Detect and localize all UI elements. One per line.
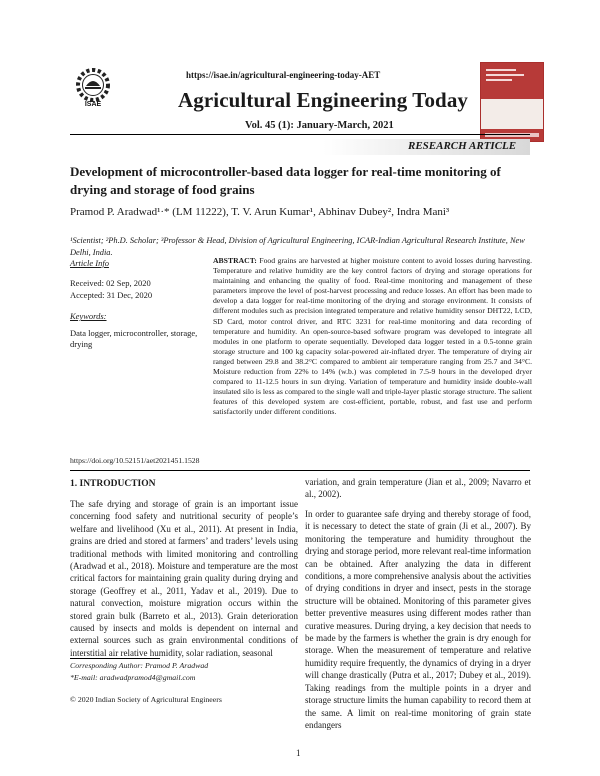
- accepted-date: Accepted: 31 Dec, 2020: [70, 290, 153, 300]
- header-divider: [70, 134, 530, 135]
- article-info-heading: Article Info: [70, 258, 109, 268]
- corresponding-author: Corresponding Author: Pramod P. Aradwad: [70, 661, 209, 670]
- keywords: Data logger, microcontroller, storage, drying: [70, 328, 198, 349]
- journal-cover-image: [480, 62, 544, 142]
- corresponding-email[interactable]: *E-mail: aradwadpramod4@gmail.com: [70, 673, 196, 682]
- issue-info: Vol. 45 (1): January-March, 2021: [245, 120, 394, 131]
- section-heading-introduction: 1. INTRODUCTION: [70, 479, 156, 489]
- abstract: [213, 256, 532, 418]
- page-number: 1: [296, 748, 301, 758]
- received-date: Received: 02 Sep, 2020: [70, 278, 151, 288]
- footnote-divider: [70, 658, 160, 659]
- logo-label: ISAE: [84, 101, 102, 108]
- intro-right-column: In order to guarantee safe drying and thereby storage of food, it is necessary to detect the state of grain (Ji et al., 2007). By monitoring the temperature and humidity throughout the drying and storage period, more relevant real-time information can be obtained. After analyzing the data in different conditions, a more comprehensive analysis about the activities of drying conditions in dryer and insect, pests in the storage structure will be obtained. Monitoring of this parameter gives better preventive measures using different modes rather than curative measures. During drying, a key decision that needs to be made by the farmers is whether the grain is dry enough for storage. When the measurement of temperature and relative humidity require frequently, the dynamics of drying in a dryer will change drastically (Putra et al., 2017; Dubey et al., 2019). Taking readings from the multiple points in a dryer and storage structure limits the human capability to record them at the same. A limit on real-time monitoring of grain state endangers: [305, 509, 531, 730]
- copyright: © 2020 Indian Society of Agricultural Engineers: [70, 695, 222, 704]
- paper-title: Development of microcontroller-based data logger for real-time monitoring of drying and storage of food grains: [70, 164, 501, 197]
- intro-right-column-continuation: variation, and grain temperature (Jian et al., 2009; Navarro et al., 2002).: [305, 477, 531, 500]
- abstract-divider: [70, 470, 530, 471]
- intro-left-column: The safe drying and storage of grain is an important issue concerning food safety and nutritional security of people’s welfare and livelihood (Xu et al., 2011). At present in India, grains are dried and stored at farmers’ and traders’ levels using traditional methods with limited monitoring and controlling (Aradwad et al., 2018). Moisture and temperature are the most critical factors for maintaining grain quality during drying and storage (Geoffrey et al., 2011, Yadav et al., 2019). Due to natural convection, moisture migration occurs within the stored grain bulk (Barreto et al., 2013). Grain deterioration caused by insects and molds is dependent on internal and external sources such as grain environmental conditions of interstitial air relative humidity, solar radiation, seasonal: [70, 499, 298, 658]
- isae-logo: [70, 62, 116, 108]
- article-type: RESEARCH ARTICLE: [408, 140, 517, 152]
- affiliations: ¹Scientist; ²Ph.D. Scholar; ³Professor & Head, Division of Agricultural Engineering, ICAR-Indian Agricultural Research Institute, New Delhi, India.: [70, 236, 525, 257]
- keywords-heading: Keywords:: [70, 311, 107, 321]
- author-list: Pramod P. Aradwad¹·* (LM 11222), T. V. Arun Kumar¹, Abhinav Dubey², Indra Mani³: [70, 206, 450, 218]
- abstract-label: ABSTRACT:: [213, 256, 257, 265]
- doi-link[interactable]: https://doi.org/10.52151/aet2021451.1528: [70, 456, 200, 465]
- journal-title: Agricultural Engineering Today: [178, 88, 469, 112]
- journal-url[interactable]: https://isae.in/agricultural-engineering-today-AET: [186, 70, 381, 80]
- abstract-text: Food grains are harvested at higher moisture content to avoid losses during harvesting. Temperature and relative humidity are the key control factors of drying and storage operations for maintaining and enhancing the quality of food. Real-time monitoring and management of these parameters improve the level of post-harvest processing and reduce losses. An effort has been made to develop a data logger for real-time monitoring of the drying and storage environment. It consists of different modules such as precision integrated temperature and relative humidity sensor DHT22, LCD, SD Card, motor control driver, and RTC 3231 for real-time monitoring and data recording of temperature and humidity. An open-source-based software program was developed to integrate all modules in one platform to operate sequentially. Developed data logger tested in a 0.5-tonne grain storage structure and 100 kg capacity solar-powered air-inflated dryer. The temperature of drying air ranged between 29.8 and 38.2°C compared to ambient air temperature ranging from 25.7 and 34°C. Moisture reduction from 22% to 14% (w.b.) was completed in 7.5-9 hours in the developed dryer compared to 11-12.5 hours in sun drying. Variation of temperature and humidity inside double-wall insulated silo is less as compared to the single wall and triple-layer plastic storage structure. The salient features of this developed system are cost-efficient, portable, robust, and fast use and perform satisfactorily under different conditions.: [213, 256, 533, 417]
